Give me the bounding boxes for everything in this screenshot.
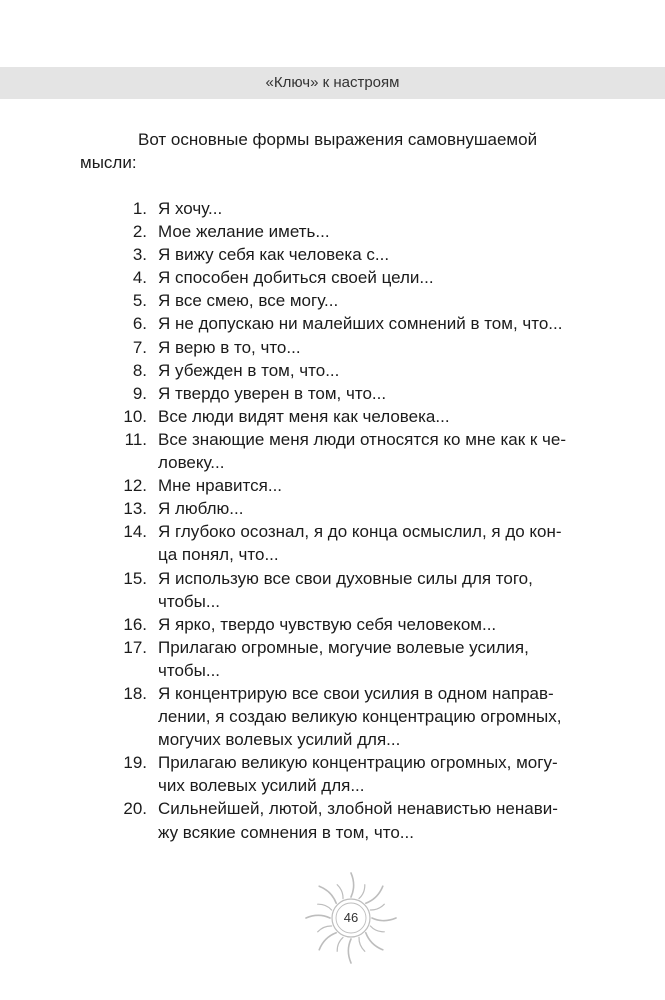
list-item-number: 12. xyxy=(123,476,147,496)
list-item xyxy=(80,382,588,405)
list-item-line: лении, я создаю великую концентрацию огромных, xyxy=(158,707,562,727)
list-item xyxy=(80,751,588,797)
list-item-number: 9. xyxy=(132,383,147,403)
intro-paragraph xyxy=(80,128,588,174)
list-item-number: 6. xyxy=(132,314,147,334)
list-item-line: Сильнейшей, лютой, злобной ненавистью ненави- xyxy=(158,799,558,819)
list-item-text xyxy=(158,474,588,497)
list-item xyxy=(80,497,588,520)
list-item-number: 1. xyxy=(132,199,147,218)
list-item-line: Мое желание иметь... xyxy=(158,222,330,242)
list-item-number: 11. xyxy=(124,429,147,449)
list-item-number: 8. xyxy=(132,360,147,380)
list-item-number: 16. xyxy=(123,614,147,634)
list-item xyxy=(80,405,588,428)
list-item-text xyxy=(158,359,588,382)
list-item xyxy=(80,289,588,312)
list-item xyxy=(80,682,588,751)
list-item-number: 7. xyxy=(132,337,147,357)
list-item-line: чих волевых усилий для... xyxy=(158,776,365,796)
list-item-text xyxy=(158,220,588,243)
list-item-line: Я все смею, все могу... xyxy=(158,291,339,311)
list-item-number: 14. xyxy=(123,522,147,542)
list-item-number: 18. xyxy=(123,683,147,703)
list-item-line: чтобы... xyxy=(158,660,221,680)
list-item-line: ловеку... xyxy=(158,453,225,473)
page-number: 46 xyxy=(343,910,359,925)
list-item-line: Я верю в то, что... xyxy=(158,337,301,357)
list-item-text xyxy=(158,497,588,520)
list-item-number: 2. xyxy=(132,222,147,242)
list-item-line: Я не допускаю ни малейших сомнений в том, что... xyxy=(158,314,563,334)
list-item xyxy=(80,567,588,613)
list-item-number: 5. xyxy=(132,291,147,311)
list-item-line: Мне нравится... xyxy=(158,476,283,496)
list-item-number: 17. xyxy=(123,637,147,657)
list-item-line: Прилагаю великую концентрацию огромных, могу- xyxy=(158,753,558,773)
list-item-number: 10. xyxy=(123,406,147,426)
list-item-line: Все знающие меня люди относятся ко мне как к че- xyxy=(158,429,567,449)
running-header xyxy=(0,67,665,99)
list-item-number: 19. xyxy=(123,753,147,773)
list-item xyxy=(80,613,588,636)
list-item xyxy=(80,197,588,220)
list-item-text xyxy=(158,312,588,335)
list-item-line: Я убежден в том, что... xyxy=(158,360,340,380)
list-item xyxy=(80,266,588,289)
list-item-line: Все люди видят меня как человека... xyxy=(158,406,450,426)
list-item-line: Я вижу себя как человека с... xyxy=(158,245,390,265)
list-item-text xyxy=(158,243,588,266)
list-item-line: Я использую все свои духовные силы для того, xyxy=(158,568,533,588)
list-item xyxy=(80,336,588,359)
list-item-line: могучих волевых усилий для... xyxy=(158,730,401,750)
list-item xyxy=(80,474,588,497)
list-item-text xyxy=(158,289,588,312)
list-item-line: жу всякие сомнения в том, что... xyxy=(158,822,414,842)
list-item-line: Я хочу... xyxy=(158,199,223,218)
list-item xyxy=(80,636,588,682)
list-item-line: Я глубоко осознал, я до конца осмыслил, я до кон- xyxy=(158,522,562,542)
list-item-text xyxy=(158,428,588,474)
list-item xyxy=(80,359,588,382)
list-item-text xyxy=(158,382,588,405)
list-item-line: ца понял, что... xyxy=(158,545,279,565)
list-item xyxy=(80,797,588,843)
list-item-text xyxy=(158,266,588,289)
list-item xyxy=(80,428,588,474)
list-item xyxy=(80,220,588,243)
intro-line: мысли: xyxy=(80,153,137,172)
list-item-line: Я способен добиться своей цели... xyxy=(158,268,434,288)
list-item-text xyxy=(158,682,588,751)
list-item-number: 4. xyxy=(132,268,147,288)
list-item xyxy=(80,312,588,335)
list-item-line: Я твердо уверен в том, что... xyxy=(158,383,387,403)
intro-line: Вот основные формы выражения самовнушаемой xyxy=(138,130,538,149)
list-item-number: 20. xyxy=(123,799,147,819)
list-item-number: 15. xyxy=(123,568,147,588)
list-item xyxy=(80,520,588,566)
list-item-text xyxy=(158,797,588,843)
list-item-text xyxy=(158,520,588,566)
list-item-text xyxy=(158,751,588,797)
running-header-title: «Ключ» к настроям xyxy=(265,74,400,91)
list-item-line: Прилагаю огромные, могучие волевые усилия, xyxy=(158,637,529,657)
list-item-line: Я ярко, твердо чувствую себя человеком... xyxy=(158,614,497,634)
list-item-line: чтобы... xyxy=(158,591,221,611)
list-item-line: Я люблю... xyxy=(158,499,244,519)
list-item-text xyxy=(158,405,588,428)
list-item-line: Я концентрирую все свои усилия в одном направ- xyxy=(158,683,554,703)
affirmation-list xyxy=(80,197,588,844)
page-number-badge xyxy=(305,872,397,964)
list-item-number: 3. xyxy=(132,245,147,265)
list-item-text xyxy=(158,613,588,636)
list-item xyxy=(80,243,588,266)
list-item-number: 13. xyxy=(123,499,147,519)
list-item-text xyxy=(158,197,588,220)
list-item-text xyxy=(158,567,588,613)
list-item-text xyxy=(158,636,588,682)
list-item-text xyxy=(158,336,588,359)
